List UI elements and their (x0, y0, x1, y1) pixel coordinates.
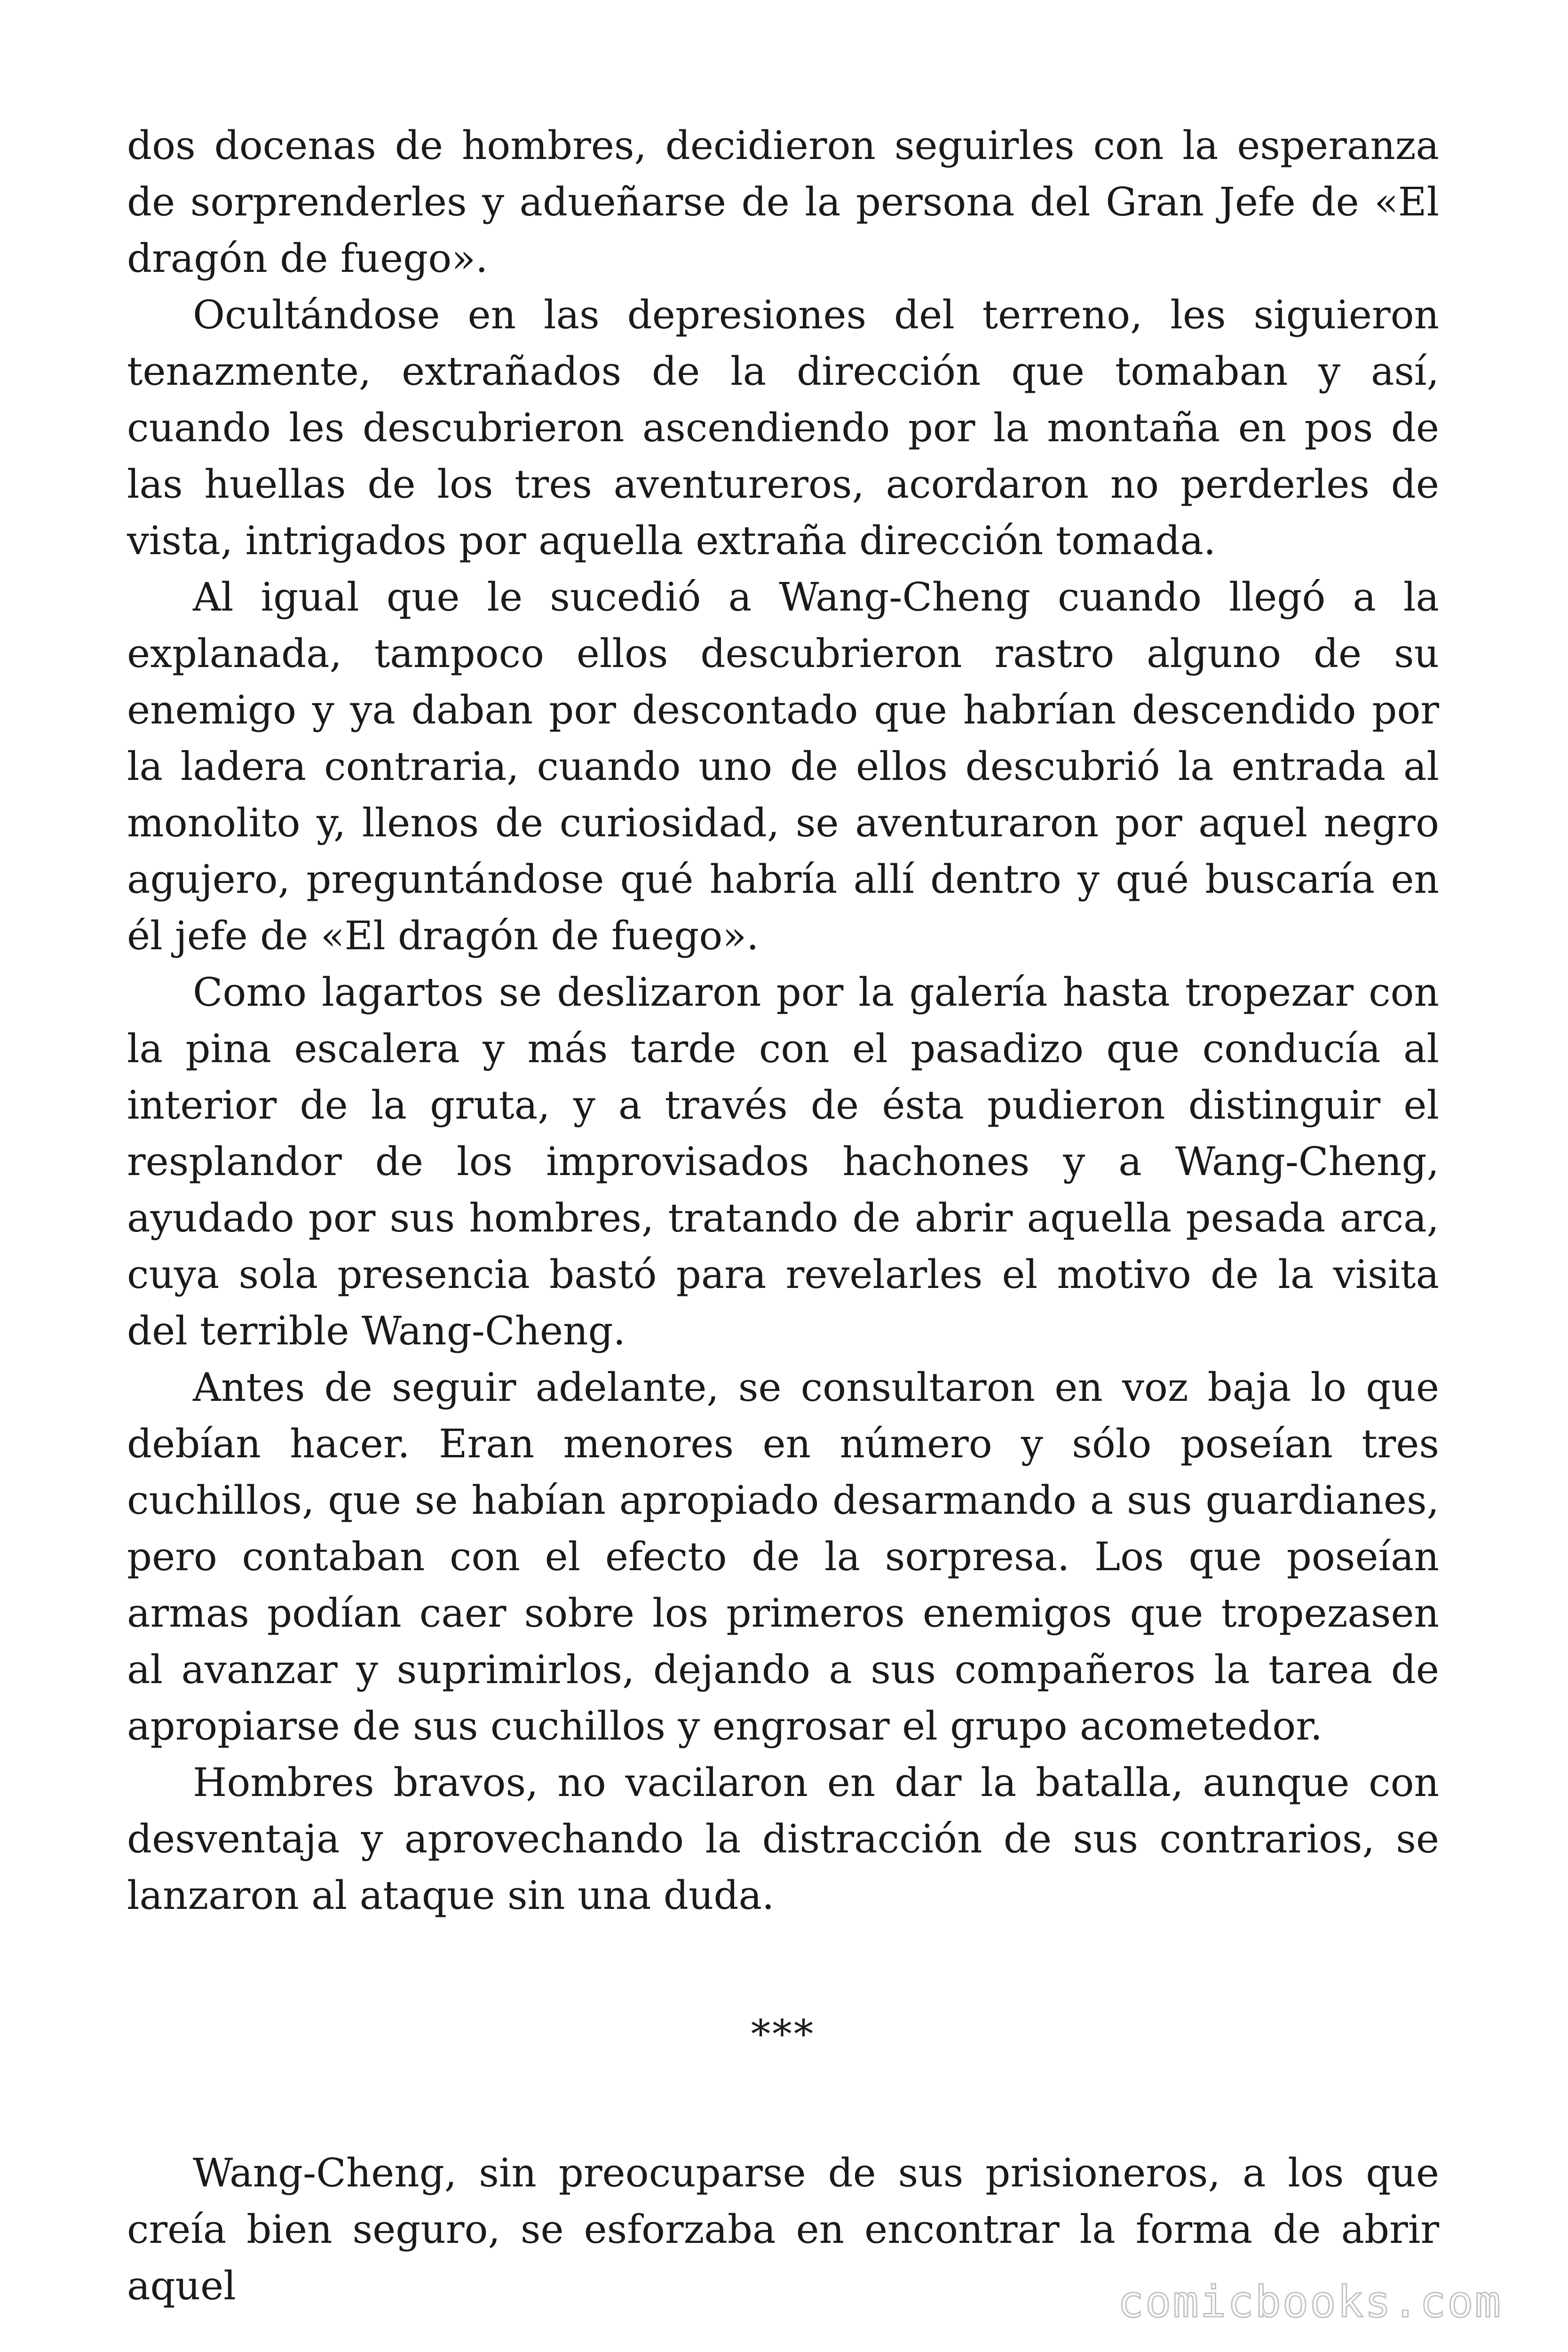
paragraph: Al igual que le sucedió a Wang-Cheng cuando llegó a la explanada, tampoco ellos descubrieron rastro alguno de su enemigo y ya daban por descontado que habrían descendido por la ladera contraria, cuando uno de ellos descubrió la entrada al monolito y, llenos de curiosidad, se aventuraron por aquel negro agujero, preguntándose qué habría allí dentro y qué buscaría en él jefe de «El dragón de fuego». (127, 574, 1439, 959)
paragraph: Wang-Cheng, sin preocuparse de sus prisioneros, a los que creía bien seguro, se esforzaba en encontrar la forma de abrir aquel (127, 2150, 1439, 2309)
watermark: comicbooks.com (1117, 2277, 1502, 2327)
section-separator: *** (751, 2011, 816, 2057)
paragraph: dos docenas de hombres, decidieron seguirles con la esperanza de sorprenderles y adueñarse de la persona del Gran Jefe de «El dragón de fuego». (127, 123, 1439, 281)
page-body (127, 118, 1439, 2314)
paragraph: Hombres bravos, no vacilaron en dar la batalla, aunque con desventaja y aprovechando la distracción de sus contrarios, se lanzaron al ataque sin una duda. (127, 1760, 1439, 1918)
paragraph: Antes de seguir adelante, se consultaron en voz baja lo que debían hacer. Eran menores en número y sólo poseían tres cuchillos, que se habían apropiado desarmando a sus guardianes, pero contaban con el efecto de la sorpresa. Los que poseían armas podían caer sobre los primeros enemigos que tropezasen al avanzar y suprimirlos, dejando a sus compañeros la tarea de apropiarse de sus cuchillos y engrosar el grupo acometedor. (127, 1365, 1439, 1749)
paragraph: Como lagartos se deslizaron por la galería hasta tropezar con la pina escalera y más tarde con el pasadizo que conducía al interior de la gruta, y a través de ésta pudieron distinguir el resplandor de los improvisados hachones y a Wang-Cheng, ayudado por sus hombres, tratando de abrir aquella pesada arca, cuya sola presencia bastó para revelarles el motivo de la visita del terrible Wang-Cheng. (127, 969, 1439, 1354)
paragraph: Ocultándose en las depresiones del terreno, les siguieron tenazmente, extrañados de la dirección que tomaban y así, cuando les descubrieron ascendiendo por la montaña en pos de las huellas de los tres aventureros, acordaron no perderles de vista, intrigados por aquella extraña dirección tomada. (127, 292, 1439, 564)
